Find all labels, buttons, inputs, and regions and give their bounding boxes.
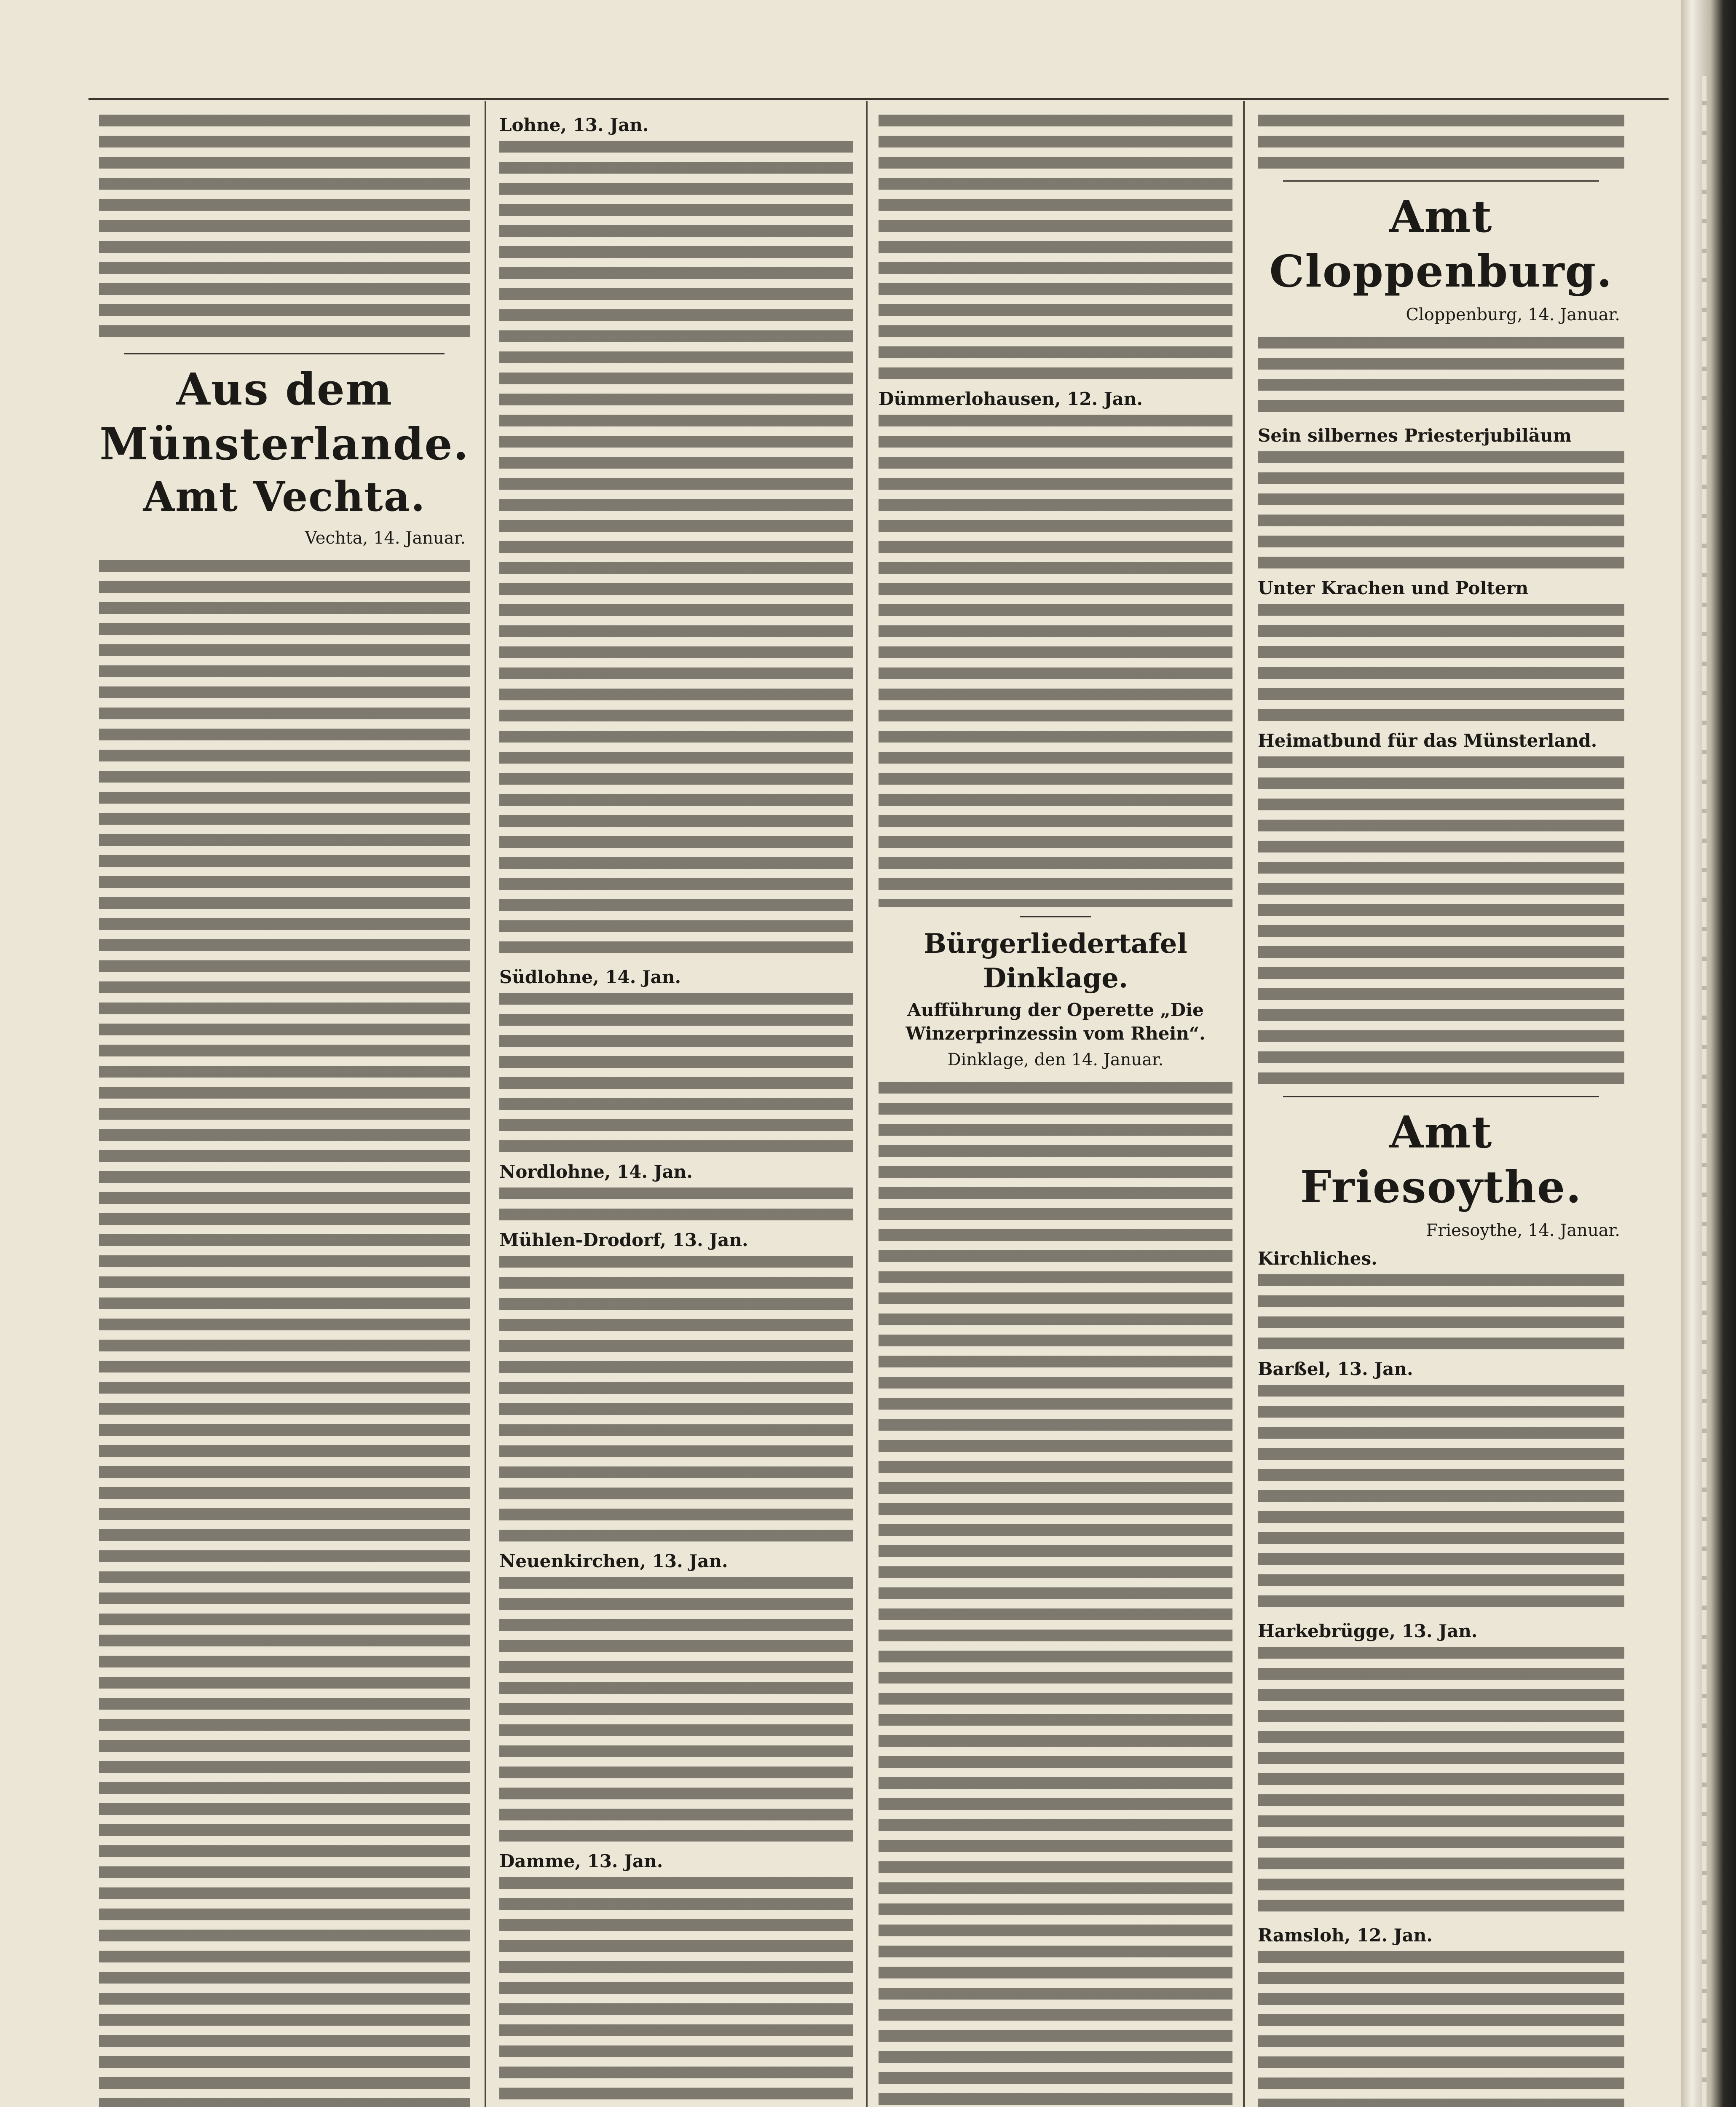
section-rule [1283,1096,1599,1097]
text-block [1258,751,1624,1088]
article-head: Harkebrügge, 13. Jan. [1258,1621,1478,1641]
article-head: Nordlohne, 14. Jan. [499,1161,693,1182]
text-block [499,136,853,962]
text-block [1258,110,1624,173]
article-head: Mühlen-Drodorf, 13. Jan. [499,1230,748,1250]
column-divider [866,101,868,2107]
text-block [499,1572,853,1846]
article-head: Lohne, 13. Jan. [499,115,649,135]
section-title: Bürgerliedertafel Dinklage. [924,928,1187,994]
text-block [1258,1946,1624,2107]
article-head: Heimatbund für das Münsterland. [1258,730,1597,751]
section-title: Amt Friesoythe. [1300,1106,1582,1213]
text-block [1258,599,1624,725]
text-block [99,555,470,2107]
article-head: Kirchliches. [1258,1248,1377,1269]
section-subtitle: Amt Vechta. [143,473,426,520]
column-4 [1258,110,1624,2107]
page-binding-edge [1681,0,1736,2107]
text-block [1258,1380,1624,1616]
text-block [1258,1642,1624,1920]
article-head: Unter Krachen und Poltern [1258,578,1529,598]
column-1 [99,110,470,2107]
section-title: Aus dem Münsterlande. [99,363,469,470]
section-subtitle: Aufführung der Operette „Die Winzerprinzessin vom Rhein“. [906,1000,1206,1044]
dateline: Cloppenburg, 14. Januar. [1406,305,1620,324]
section-rule [1283,180,1599,182]
column-3 [879,110,1232,2107]
text-block [99,110,470,346]
binding-marks [1702,76,1707,2107]
text-block [1258,446,1624,573]
section-title: Amt Cloppenburg. [1269,190,1613,297]
column-divider [1243,101,1245,2107]
dateline: Vechta, 14. Januar. [305,528,466,548]
article-head: Sein silbernes Priesterjubiläum [1258,425,1572,446]
text-block [499,988,853,1156]
article-head: Ramsloh, 12. Jan. [1258,1925,1433,1946]
article-head: Neuenkirchen, 13. Jan. [499,1551,728,1571]
article-head: Damme, 13. Jan. [499,1851,663,1871]
text-block [879,1077,1232,2107]
article-head: Südlohne, 14. Jan. [499,967,681,987]
top-rule [88,98,1669,100]
text-block [499,1872,853,2107]
article-head: Dümmerlohausen, 12. Jan. [879,389,1143,409]
text-block [1258,1269,1624,1354]
section-rule [124,353,445,354]
article-head: Barßel, 13. Jan. [1258,1359,1413,1379]
text-block [1258,332,1624,420]
text-block [499,1251,853,1546]
section-rule [1020,916,1091,917]
dateline: Friesoythe, 14. Januar. [1426,1221,1620,1240]
text-block [879,410,1232,907]
dateline: Dinklage, den 14. Januar. [947,1050,1164,1070]
column-2 [499,110,853,2107]
text-block [879,110,1232,383]
column-divider [485,101,486,2107]
text-block [499,1182,853,1225]
